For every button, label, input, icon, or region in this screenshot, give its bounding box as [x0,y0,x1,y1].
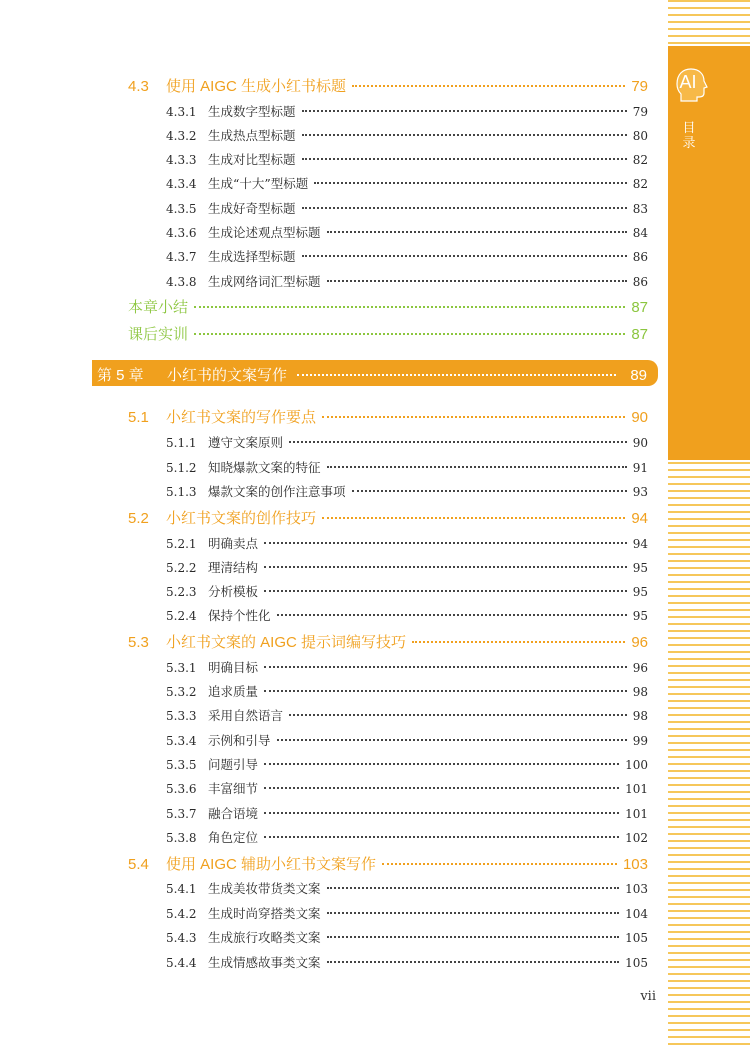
item-title: 爆款文案的创作注意事项 [208,484,346,499]
page-number: 95 [632,609,648,623]
leader-dots [277,739,627,741]
page-number: 96 [632,661,648,675]
item-title: 生成对比型标题 [208,152,296,167]
toc-item-4-3-6[interactable] [166,223,648,241]
item-number: 5.1.1 [166,436,197,450]
section-title: 使用 AIGC 生成小红书标题 [166,78,347,95]
leader-dots [264,690,627,692]
item-title: 明确卖点 [208,536,259,551]
item-number: 4.3.6 [166,226,197,240]
toc-section-5-2[interactable] [128,507,648,528]
leader-dots [327,961,620,963]
toc-section-5-1[interactable] [128,406,648,427]
item-title: 知晓爆款文案的特征 [208,460,321,475]
toc-section-5-4[interactable] [128,853,648,874]
leader-dots [302,134,627,136]
item-number: 5.4.1 [166,882,197,896]
leader-dots [264,812,619,814]
page-number: 80 [632,129,648,143]
toc-section-5-3[interactable] [128,631,648,652]
leader-dots [297,374,616,376]
page-number: 95 [632,585,648,599]
leader-dots [264,763,619,765]
section-title: 小红书文案的写作要点 [166,409,317,426]
section-title: 小红书文案的创作技巧 [166,510,317,527]
section-number: 5.2 [128,510,149,527]
leader-dots [194,333,625,335]
toc-item-4-3-1[interactable] [166,102,648,120]
page-number: 86 [632,250,648,264]
item-number: 5.3.4 [166,734,197,748]
item-title: 生成论述观点型标题 [208,225,321,240]
section-number: 5.4 [128,856,149,873]
page-number: 104 [625,907,648,921]
item-title: 生成热点型标题 [208,128,296,143]
item-number: 5.3.3 [166,709,197,723]
toc-chapter-summary[interactable] [128,296,648,317]
leader-dots [302,255,627,257]
page-number: 82 [632,177,648,191]
leader-dots [264,836,619,838]
item-number: 5.3.6 [166,782,197,796]
item-number: 5.4.4 [166,956,197,970]
item-title: 遵守文案原则 [208,435,284,450]
item-title: 示例和引导 [208,733,271,748]
item-title: 分析模板 [208,584,259,599]
leader-dots [327,887,620,889]
leader-dots [352,85,625,87]
page-number: 90 [632,436,648,450]
toc-item-5-2-1[interactable] [166,534,648,552]
item-title: 采用自然语言 [208,708,284,723]
leader-dots [302,207,627,209]
item-title: 生成网络词汇型标题 [208,274,321,289]
toc-item-5-3-2[interactable] [166,682,648,700]
toc-item-4-3-8[interactable] [166,272,648,290]
page-number: 82 [632,153,648,167]
toc-section-4-3[interactable] [128,75,648,96]
page-number: 103 [625,882,648,896]
page-number: 86 [632,275,648,289]
item-title: 融合语境 [208,806,259,821]
toc-item-5-1-2[interactable] [166,458,648,476]
page-number: 100 [625,758,648,772]
item-title: 生成“十大”型标题 [208,176,309,191]
leader-dots [322,416,625,418]
toc-item-5-4-2[interactable] [166,904,648,922]
page-number: 93 [632,485,648,499]
toc-item-5-3-1[interactable] [166,658,648,676]
page-number: 79 [632,105,648,119]
item-number: 5.2.3 [166,585,197,599]
item-number: 4.3.7 [166,250,197,264]
page-number: 79 [631,78,648,95]
toc-after-class-practice[interactable] [128,323,648,344]
toc-item-5-3-6[interactable] [166,779,648,797]
item-number: 5.1.2 [166,461,197,475]
leader-dots [289,441,627,443]
item-title: 问题引导 [208,757,259,772]
leader-dots [264,542,627,544]
page-number: 96 [631,634,648,651]
item-number: 5.2.4 [166,609,197,623]
section-title: 使用 AIGC 辅助小红书文案写作 [166,856,377,873]
toc-item-5-1-1[interactable] [166,433,648,451]
item-number: 5.3.8 [166,831,197,845]
item-number: 5.4.2 [166,907,197,921]
section-title: 小红书文案的 AIGC 提示词编写技巧 [166,634,407,651]
page-number: 103 [622,856,648,873]
toc-item-4-3-4[interactable] [166,174,648,192]
page-number: 101 [625,782,648,796]
toc-chapter-5[interactable] [97,364,647,385]
toc-item-4-3-2[interactable] [166,126,648,144]
page-number: 99 [632,734,648,748]
item-number: 4.3.8 [166,275,197,289]
item-number: 5.3.7 [166,807,197,821]
page-number: 105 [625,956,648,970]
item-number: 4.3.1 [166,105,197,119]
page-number: 102 [625,831,648,845]
item-title: 角色定位 [208,830,259,845]
page-number: 89 [630,367,647,384]
item-title: 明确目标 [208,660,259,675]
item-title: 生成情感故事类文案 [208,955,321,970]
item-title: 生成旅行攻略类文案 [208,930,321,945]
folio-page-number: vii [640,989,656,1004]
toc-item-5-1-3[interactable] [166,482,648,500]
page-number: 98 [632,709,648,723]
ai-badge-text: AI [679,72,697,92]
item-title: 本章小结 [128,299,189,316]
item-number: 5.3.1 [166,661,197,675]
toc-item-5-4-3[interactable] [166,928,648,946]
item-title: 课后实训 [128,326,189,343]
page-number: 98 [632,685,648,699]
leader-dots [327,912,620,914]
leader-dots [327,280,627,282]
toc-item-5-3-4[interactable] [166,731,648,749]
item-title: 生成美妆带货类文案 [208,881,321,896]
toc-item-5-2-2[interactable] [166,558,648,576]
item-number: 5.3.2 [166,685,197,699]
toc-item-4-3-3[interactable] [166,150,648,168]
page-number: 94 [632,537,648,551]
section-number: 5.3 [128,634,149,651]
leader-dots [194,306,625,308]
item-title: 丰富细节 [208,781,259,796]
toc-item-5-3-3[interactable] [166,706,648,724]
page-number: 84 [632,226,648,240]
tab-label-toc: 目录 [682,120,696,150]
section-number: 4.3 [128,78,149,95]
item-number: 4.3.2 [166,129,197,143]
chapter-title: 小红书的文案写作 [167,367,288,384]
toc-item-5-2-3[interactable] [166,582,648,600]
toc-item-5-2-4[interactable] [166,606,648,624]
leader-dots [302,158,627,160]
leader-dots [277,614,627,616]
page-number: 91 [632,461,648,475]
toc-item-5-3-7[interactable] [166,804,648,822]
item-title: 保持个性化 [208,608,271,623]
page-number: 105 [625,931,648,945]
chapter-tab [668,46,750,460]
item-title: 生成数字型标题 [208,104,296,119]
page-number: 95 [632,561,648,575]
item-title: 生成时尚穿搭类文案 [208,906,321,921]
leader-dots [264,787,619,789]
toc-item-5-4-1[interactable] [166,879,648,897]
toc-item-5-3-5[interactable] [166,755,648,773]
item-number: 4.3.3 [166,153,197,167]
section-number: 5.1 [128,409,149,426]
leader-dots [327,466,627,468]
item-number: 4.3.5 [166,202,197,216]
item-number: 5.1.3 [166,485,197,499]
chapter-number: 第 5 章 [97,367,144,384]
leader-dots [382,863,617,865]
ai-head-icon [673,66,709,102]
toc-item-4-3-5[interactable] [166,199,648,217]
leader-dots [302,110,627,112]
item-title: 理清结构 [208,560,259,575]
page-number: 94 [631,510,648,527]
item-number: 5.2.1 [166,537,197,551]
item-title: 生成好奇型标题 [208,201,296,216]
leader-dots [264,666,627,668]
page-number: 87 [631,326,648,343]
leader-dots [327,936,620,938]
item-title: 追求质量 [208,684,259,699]
page-number: 87 [631,299,648,316]
toc-item-4-3-7[interactable] [166,247,648,265]
page-number: 101 [625,807,648,821]
leader-dots [327,231,627,233]
leader-dots [264,566,627,568]
item-number: 5.2.2 [166,561,197,575]
leader-dots [322,517,625,519]
leader-dots [314,182,626,184]
item-number: 4.3.4 [166,177,197,191]
item-number: 5.4.3 [166,931,197,945]
leader-dots [352,490,627,492]
page-number: 90 [631,409,648,426]
leader-dots [264,590,627,592]
toc-item-5-3-8[interactable] [166,828,648,846]
leader-dots [289,714,627,716]
item-title: 生成选择型标题 [208,249,296,264]
leader-dots [412,641,625,643]
item-number: 5.3.5 [166,758,197,772]
toc-item-5-4-4[interactable] [166,953,648,971]
page-number: 83 [632,202,648,216]
